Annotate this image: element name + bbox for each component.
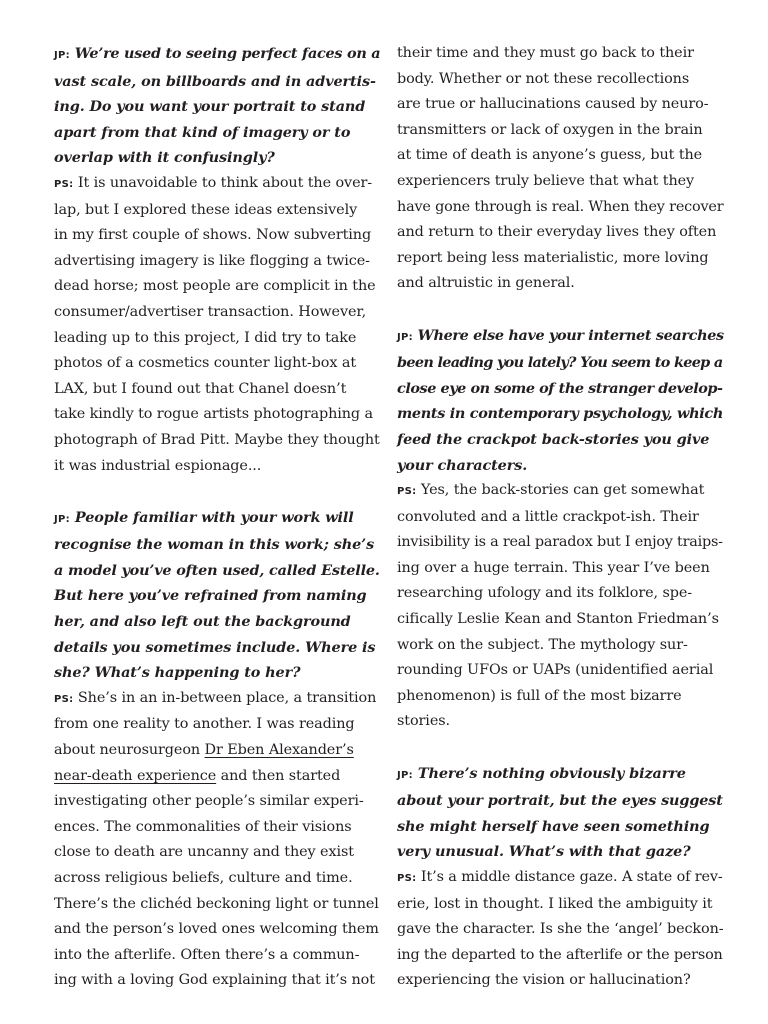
- question-text: close eye on some of the stranger develop-: [397, 379, 723, 397]
- answer-text: phenomenon) is full of the most bizarre: [397, 687, 682, 704]
- question-text: your characters.: [397, 456, 528, 474]
- left-column: [54, 41, 380, 994]
- answer-text: She’s in an in-between place, a transition: [77, 689, 377, 706]
- answer-text: experiencing the vision or hallucination?: [397, 972, 691, 989]
- question-text: We’re used to seeing perfect faces on a: [74, 45, 381, 62]
- answer-text: It is unavoidable to think about the over-: [77, 174, 373, 191]
- question-text: she? What’s happening to her?: [54, 664, 301, 682]
- question-text: she might herself have seen something: [397, 817, 710, 835]
- answer-text: and return to their everyday lives they often: [397, 224, 717, 241]
- jp-label: JP:: [54, 513, 70, 525]
- answer-text: across religious beliefs, culture and time.: [54, 870, 353, 886]
- answer-text: transmitters or lack of oxygen in the brain: [397, 121, 703, 138]
- answer-text: in my first couple of shows. Now subverting: [54, 227, 372, 244]
- answer-text: There’s the clichéd beckoning light or tunnel: [54, 895, 379, 912]
- answer-text: stories.: [397, 713, 450, 730]
- answer-4: [397, 865, 723, 994]
- question-text: Where else have your internet searches: [417, 326, 724, 344]
- question-text: details you sometimes include. Where is: [54, 638, 376, 656]
- question-text: overlap with it confusingly?: [54, 149, 275, 167]
- answer-text: investigating other people’s similar experi-: [54, 793, 364, 810]
- jp-label: JP:: [397, 769, 413, 781]
- question-text: her, and also left out the background: [54, 613, 351, 631]
- answer-text: advertising imagery is like flogging a twice-: [54, 252, 370, 269]
- answer-text: ing the departed to the afterlife or the person: [397, 946, 723, 963]
- answer-text: erie, lost in thought. I liked the ambiguity it: [397, 895, 713, 912]
- answer-text: and the person’s loved ones welcoming them: [54, 921, 379, 938]
- ps-label: PS:: [397, 873, 417, 884]
- answer-text: work on the subject. The mythology sur-: [397, 636, 688, 653]
- answer-text: cifically Leslie Kean and Stanton Friedman’s: [397, 611, 719, 628]
- answer-text: researching ufology and its folklore, spe-: [397, 585, 693, 602]
- answer-2-continued: [397, 41, 723, 297]
- answer-1: [54, 171, 380, 479]
- answer-text: their time and they must go back to their: [397, 45, 694, 61]
- question-text: apart from that kind of imagery or to: [54, 123, 351, 141]
- answer-text: experiencers truly believe that what they: [397, 172, 695, 189]
- answer-text: photos of a cosmetics counter light-box at: [54, 355, 357, 372]
- answer-text: it was industrial espionage...: [54, 457, 262, 474]
- answer-text: Yes, the back-stories can get somewhat: [420, 482, 705, 499]
- ps-label: PS:: [397, 486, 417, 498]
- question-text: very unusual. What’s with that gaze?: [397, 843, 691, 861]
- answer-text: It’s a middle distance gaze. A state of rev-: [420, 869, 723, 885]
- answer-text: are true or hallucinations caused by neuro-: [397, 96, 709, 113]
- jp-label: JP:: [397, 331, 413, 343]
- question-text: vast scale, on billboards and in advertis-: [54, 72, 376, 90]
- answer-text: LAX, but I found out that Chanel doesn’t: [54, 380, 347, 397]
- answer-text: at time of death is anyone’s guess, but the: [397, 147, 703, 164]
- answer-text: and then started: [216, 767, 341, 784]
- answer-text: consumer/advertiser transaction. However,: [54, 303, 367, 320]
- answer-text: dead horse; most people are complicit in the: [54, 278, 376, 295]
- answer-text: invisibility is a real paradox but I enjoy traips-: [397, 534, 723, 551]
- answer-text: about neurosurgeon: [54, 742, 205, 759]
- answer-text: rounding UFOs or UAPs (unidentified aerial: [397, 662, 714, 679]
- answer-text: report being less materialistic, more loving: [397, 249, 709, 266]
- question-text: ments in contemporary psychology, which: [397, 405, 724, 423]
- answer-text: photograph of Brad Pitt. Maybe they thought: [54, 431, 380, 448]
- answer-text: have gone through is real. When they recover: [397, 198, 724, 215]
- answer-text: ing with a loving God explaining that it’s not: [54, 972, 375, 989]
- answer-text: ences. The commonalities of their visions: [54, 818, 352, 835]
- question-4: [397, 761, 723, 865]
- answer-text: convoluted and a little crackpot-ish. Their: [397, 508, 699, 525]
- question-1: [54, 41, 380, 171]
- answer-text: close to death are uncanny and they exist: [54, 844, 354, 861]
- ps-label: PS:: [54, 178, 74, 190]
- answer-text: body. Whether or not these recollections: [397, 70, 690, 87]
- question-text: There’s nothing obviously bizarre: [417, 764, 686, 782]
- question-3: [397, 323, 723, 479]
- right-column: [397, 41, 723, 994]
- answer-text: and altruistic in general.: [397, 275, 575, 292]
- answer-text: take kindly to rogue artists photographing a: [54, 406, 373, 423]
- question-text: People familiar with your work will: [74, 508, 354, 526]
- question-2: [54, 505, 380, 686]
- answer-text: ing over a huge terrain. This year I’ve been: [397, 559, 710, 576]
- question-text: recognise the woman in this work; she’s: [54, 536, 375, 554]
- answer-2: [54, 686, 380, 994]
- eben-alexander-link[interactable]: Dr Eben Alexander’s: [204, 742, 354, 759]
- jp-label: JP:: [54, 50, 70, 61]
- answer-text: into the afterlife. Often there’s a commun-: [54, 946, 360, 963]
- question-text: ing. Do you want your portrait to stand: [54, 98, 366, 116]
- question-text: a model you’ve often used, called Estelle.: [54, 561, 380, 579]
- answer-text: leading up to this project, I did try to take: [54, 329, 357, 346]
- question-text: been leading you lately? You seem to keep a: [397, 354, 723, 372]
- ps-label: PS:: [54, 693, 74, 705]
- question-text: feed the crackpot back-stories you give: [397, 430, 710, 448]
- question-text: But here you’ve refrained from naming: [54, 587, 367, 605]
- answer-text: gave the character. Is she the ‘angel’ beckon-: [397, 921, 724, 938]
- answer-text: lap, but I explored these ideas extensively: [54, 201, 358, 218]
- answer-text: from one reality to another. I was reading: [54, 716, 355, 733]
- near-death-experience-link[interactable]: near-death experience: [54, 767, 217, 784]
- question-text: about your portrait, but the eyes suggest: [397, 792, 723, 810]
- answer-3: [397, 478, 723, 735]
